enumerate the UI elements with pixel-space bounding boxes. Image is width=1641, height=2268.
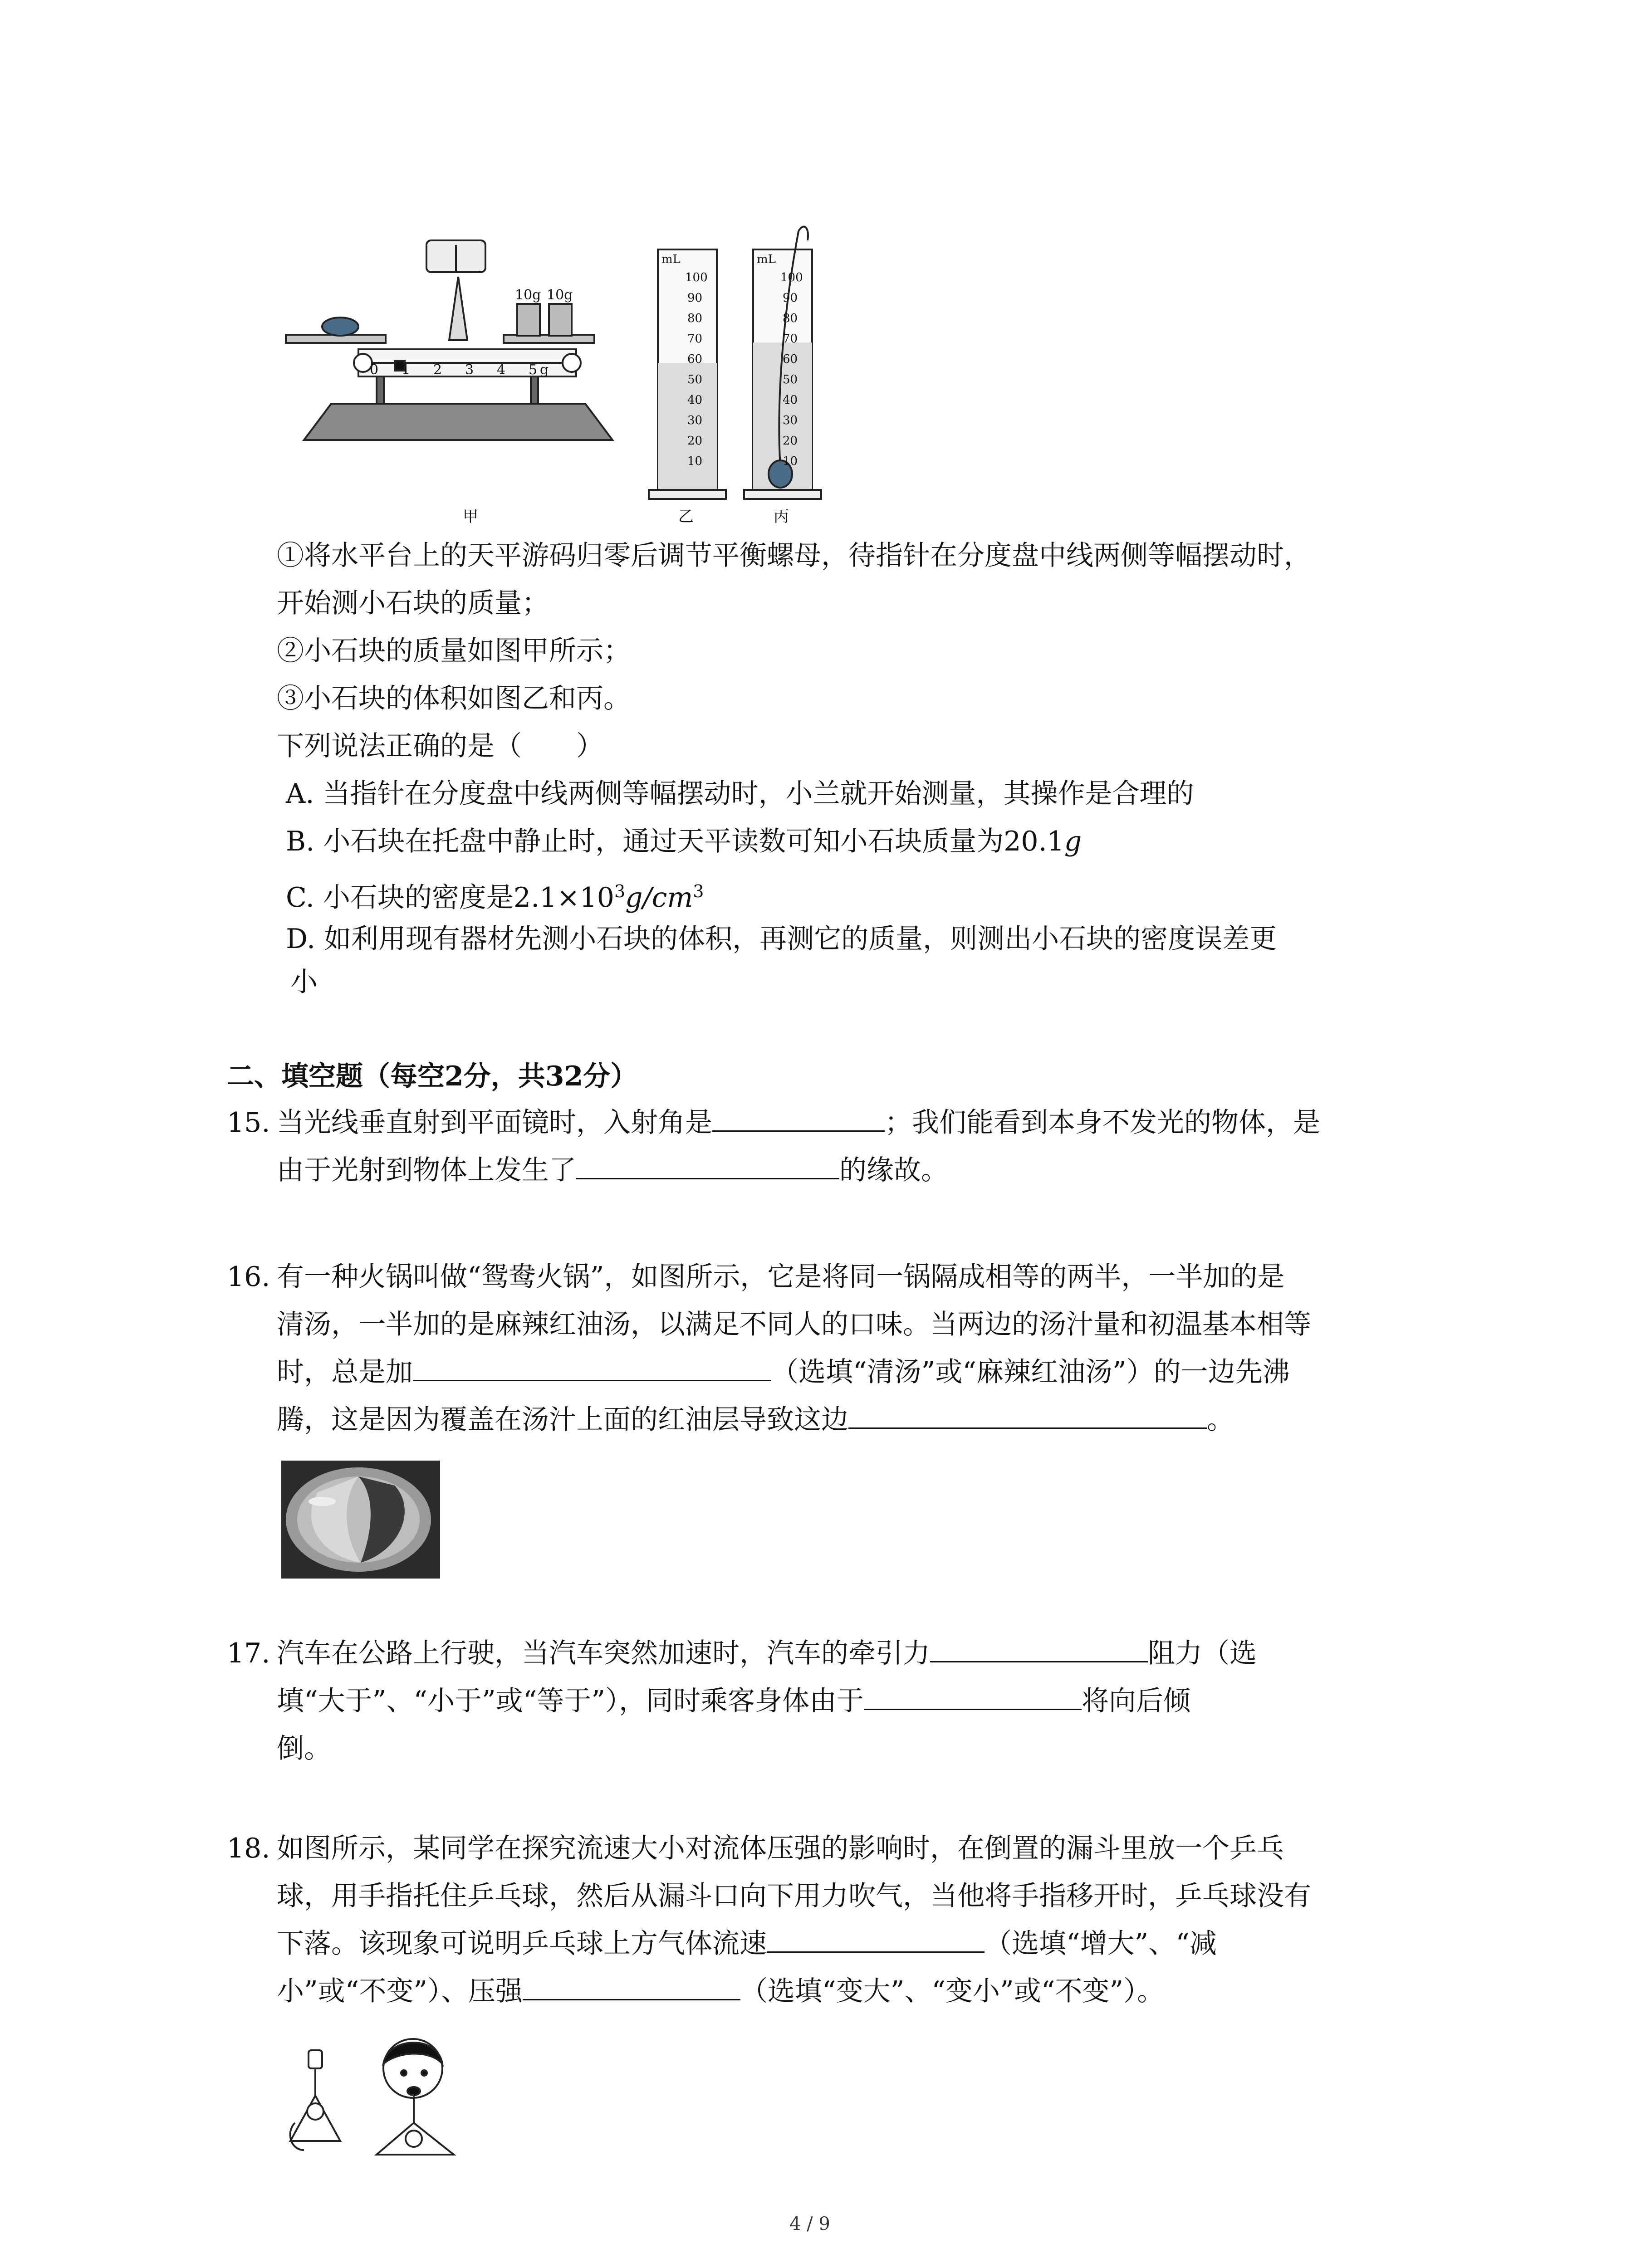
step-line-2: 开始测小石块的质量；: [277, 587, 549, 619]
q18-line-2: 球，用手指托住乒乓球，然后从漏斗口向下用力吹气，当他将手指移开时，乒乓球没有: [277, 1880, 1311, 1912]
section-2-title: 二、填空题（每空2分，共32分）: [227, 1061, 638, 1092]
svg-text:70: 70: [687, 332, 703, 346]
svg-text:80: 80: [783, 312, 798, 325]
q18-line-1: 如图所示，某同学在探究流速大小对流体压强的影响时，在倒置的漏斗里放一个乒乓: [277, 1833, 1284, 1864]
q15-number: 15.: [227, 1107, 270, 1139]
svg-text:40: 40: [783, 393, 798, 407]
svg-text:80: 80: [687, 312, 703, 325]
q18-blank-2[interactable]: [523, 1972, 740, 2000]
page-number: 4 / 9: [789, 2214, 830, 2234]
svg-text:50: 50: [687, 373, 703, 386]
svg-text:100: 100: [780, 271, 803, 284]
step-line-3: ②小石块的质量如图甲所示；: [277, 635, 631, 667]
step-line-1: ①将水平台上的天平游码归零后调节平衡螺母，待指针在分度盘中线两侧等幅摆动时，: [277, 540, 1311, 572]
scale-tick-0: 0: [370, 362, 379, 378]
figure-label-jia: 甲: [463, 508, 478, 526]
q16-line-2: 清汤，一半加的是麻辣红油汤，以满足不同人的口味。当两边的汤汁量和初温基本相等: [277, 1309, 1311, 1340]
weight-label-2: 10g: [547, 287, 573, 303]
boy-blowing-icon: [377, 2039, 454, 2155]
scale-tick-4: 4: [497, 362, 506, 378]
funnel-experiment-figure: [281, 2032, 472, 2164]
svg-text:20: 20: [687, 434, 703, 448]
q16-blank-2[interactable]: [848, 1400, 1207, 1429]
q18-number: 18.: [227, 1833, 270, 1864]
svg-text:70: 70: [783, 332, 798, 346]
q18-blank-1[interactable]: [767, 1924, 985, 1953]
q15-line-1: 当光线垂直射到平面镜时，入射角是 ；我们能看到本身不发光的物体，是: [277, 1102, 1320, 1143]
step-line-4: ③小石块的体积如图乙和丙。: [277, 683, 631, 714]
q17-blank-2[interactable]: [864, 1681, 1082, 1710]
svg-text:50: 50: [783, 373, 798, 386]
cylinder-right-unit: mL: [757, 253, 776, 266]
q16-blank-1[interactable]: [413, 1353, 771, 1381]
scale-tick-3: 3: [465, 362, 474, 378]
option-a: A. 当指针在分度盘中线两侧等幅摆动时，小兰就开始测量，其操作是合理的: [286, 778, 1194, 810]
q15-line-2: 由于光射到物体上发生了 的缘故。: [277, 1150, 948, 1191]
svg-text:10: 10: [783, 455, 798, 468]
q17-line-1: 汽车在公路上行驶，当汽车突然加速时，汽车的牵引力 阻力（选: [277, 1633, 1257, 1674]
scale-tick-2: 2: [433, 362, 442, 378]
q17-line-3: 倒。: [277, 1733, 331, 1765]
svg-text:10: 10: [687, 455, 703, 468]
svg-text:60: 60: [783, 352, 798, 366]
svg-text:30: 30: [687, 414, 703, 427]
q17-blank-1[interactable]: [930, 1634, 1148, 1662]
figure-label-yi: 乙: [678, 508, 694, 526]
svg-text:40: 40: [687, 393, 703, 407]
svg-text:90: 90: [687, 291, 703, 305]
scale-tick-5: 5: [529, 362, 538, 378]
q16-number: 16.: [227, 1261, 270, 1293]
q15-blank-1[interactable]: [712, 1103, 885, 1132]
svg-text:20: 20: [783, 434, 798, 448]
q16-line-1: 有一种火锅叫做“鸳鸯火锅”，如图所示，它是将同一锅隔成相等的两半，一半加的是: [277, 1261, 1285, 1293]
q15-blank-2[interactable]: [576, 1151, 839, 1179]
svg-text:100: 100: [685, 271, 708, 284]
balance-icon: [286, 240, 612, 440]
scale-unit: g: [540, 362, 549, 378]
figure-label-bing: 丙: [774, 508, 789, 526]
balance-and-cylinders-figure: [277, 213, 876, 531]
svg-text:30: 30: [783, 414, 798, 427]
scale-tick-1: 1: [402, 362, 411, 378]
question-prompt: 下列说法正确的是（ ）: [277, 730, 603, 762]
q16-line-4: 腾，这是因为覆盖在汤汁上面的红油层导致这边 。: [277, 1399, 1234, 1440]
q17-line-2: 填“大于”、“小于”或“等于”），同时乘客身体由于 将向后倾: [277, 1681, 1190, 1721]
q18-line-4: 小”或“不变”）、压强 （选填“变大”、“变小”或“不变”）。: [277, 1971, 1164, 2012]
q18-line-3: 下落。该现象可说明乒乓球上方气体流速 （选填“增大”、“减: [277, 1923, 1217, 1964]
svg-text:90: 90: [783, 291, 798, 305]
hotpot-photo: [281, 1461, 440, 1579]
option-d-line-2: 小: [290, 966, 318, 998]
q16-line-3: 时，总是加 （选填“清汤”或“麻辣红油汤”）的一边先沸: [277, 1352, 1290, 1393]
hand-funnel-icon: [290, 2050, 340, 2150]
q17-number: 17.: [227, 1637, 270, 1669]
svg-text:60: 60: [687, 352, 703, 366]
option-d-line-1: D. 如利用现有器材先测小石块的体积，再测它的质量，则测出小石块的密度误差更: [286, 923, 1277, 955]
weight-label-1: 10g: [515, 287, 541, 303]
cylinder-left-unit: mL: [661, 253, 681, 266]
option-b: B. 小石块在托盘中静止时，通过天平读数可知小石块质量为20.1g: [286, 826, 1082, 857]
option-c: C. 小石块的密度是$2.1\times 10^3g/cm^3$: [286, 881, 704, 914]
